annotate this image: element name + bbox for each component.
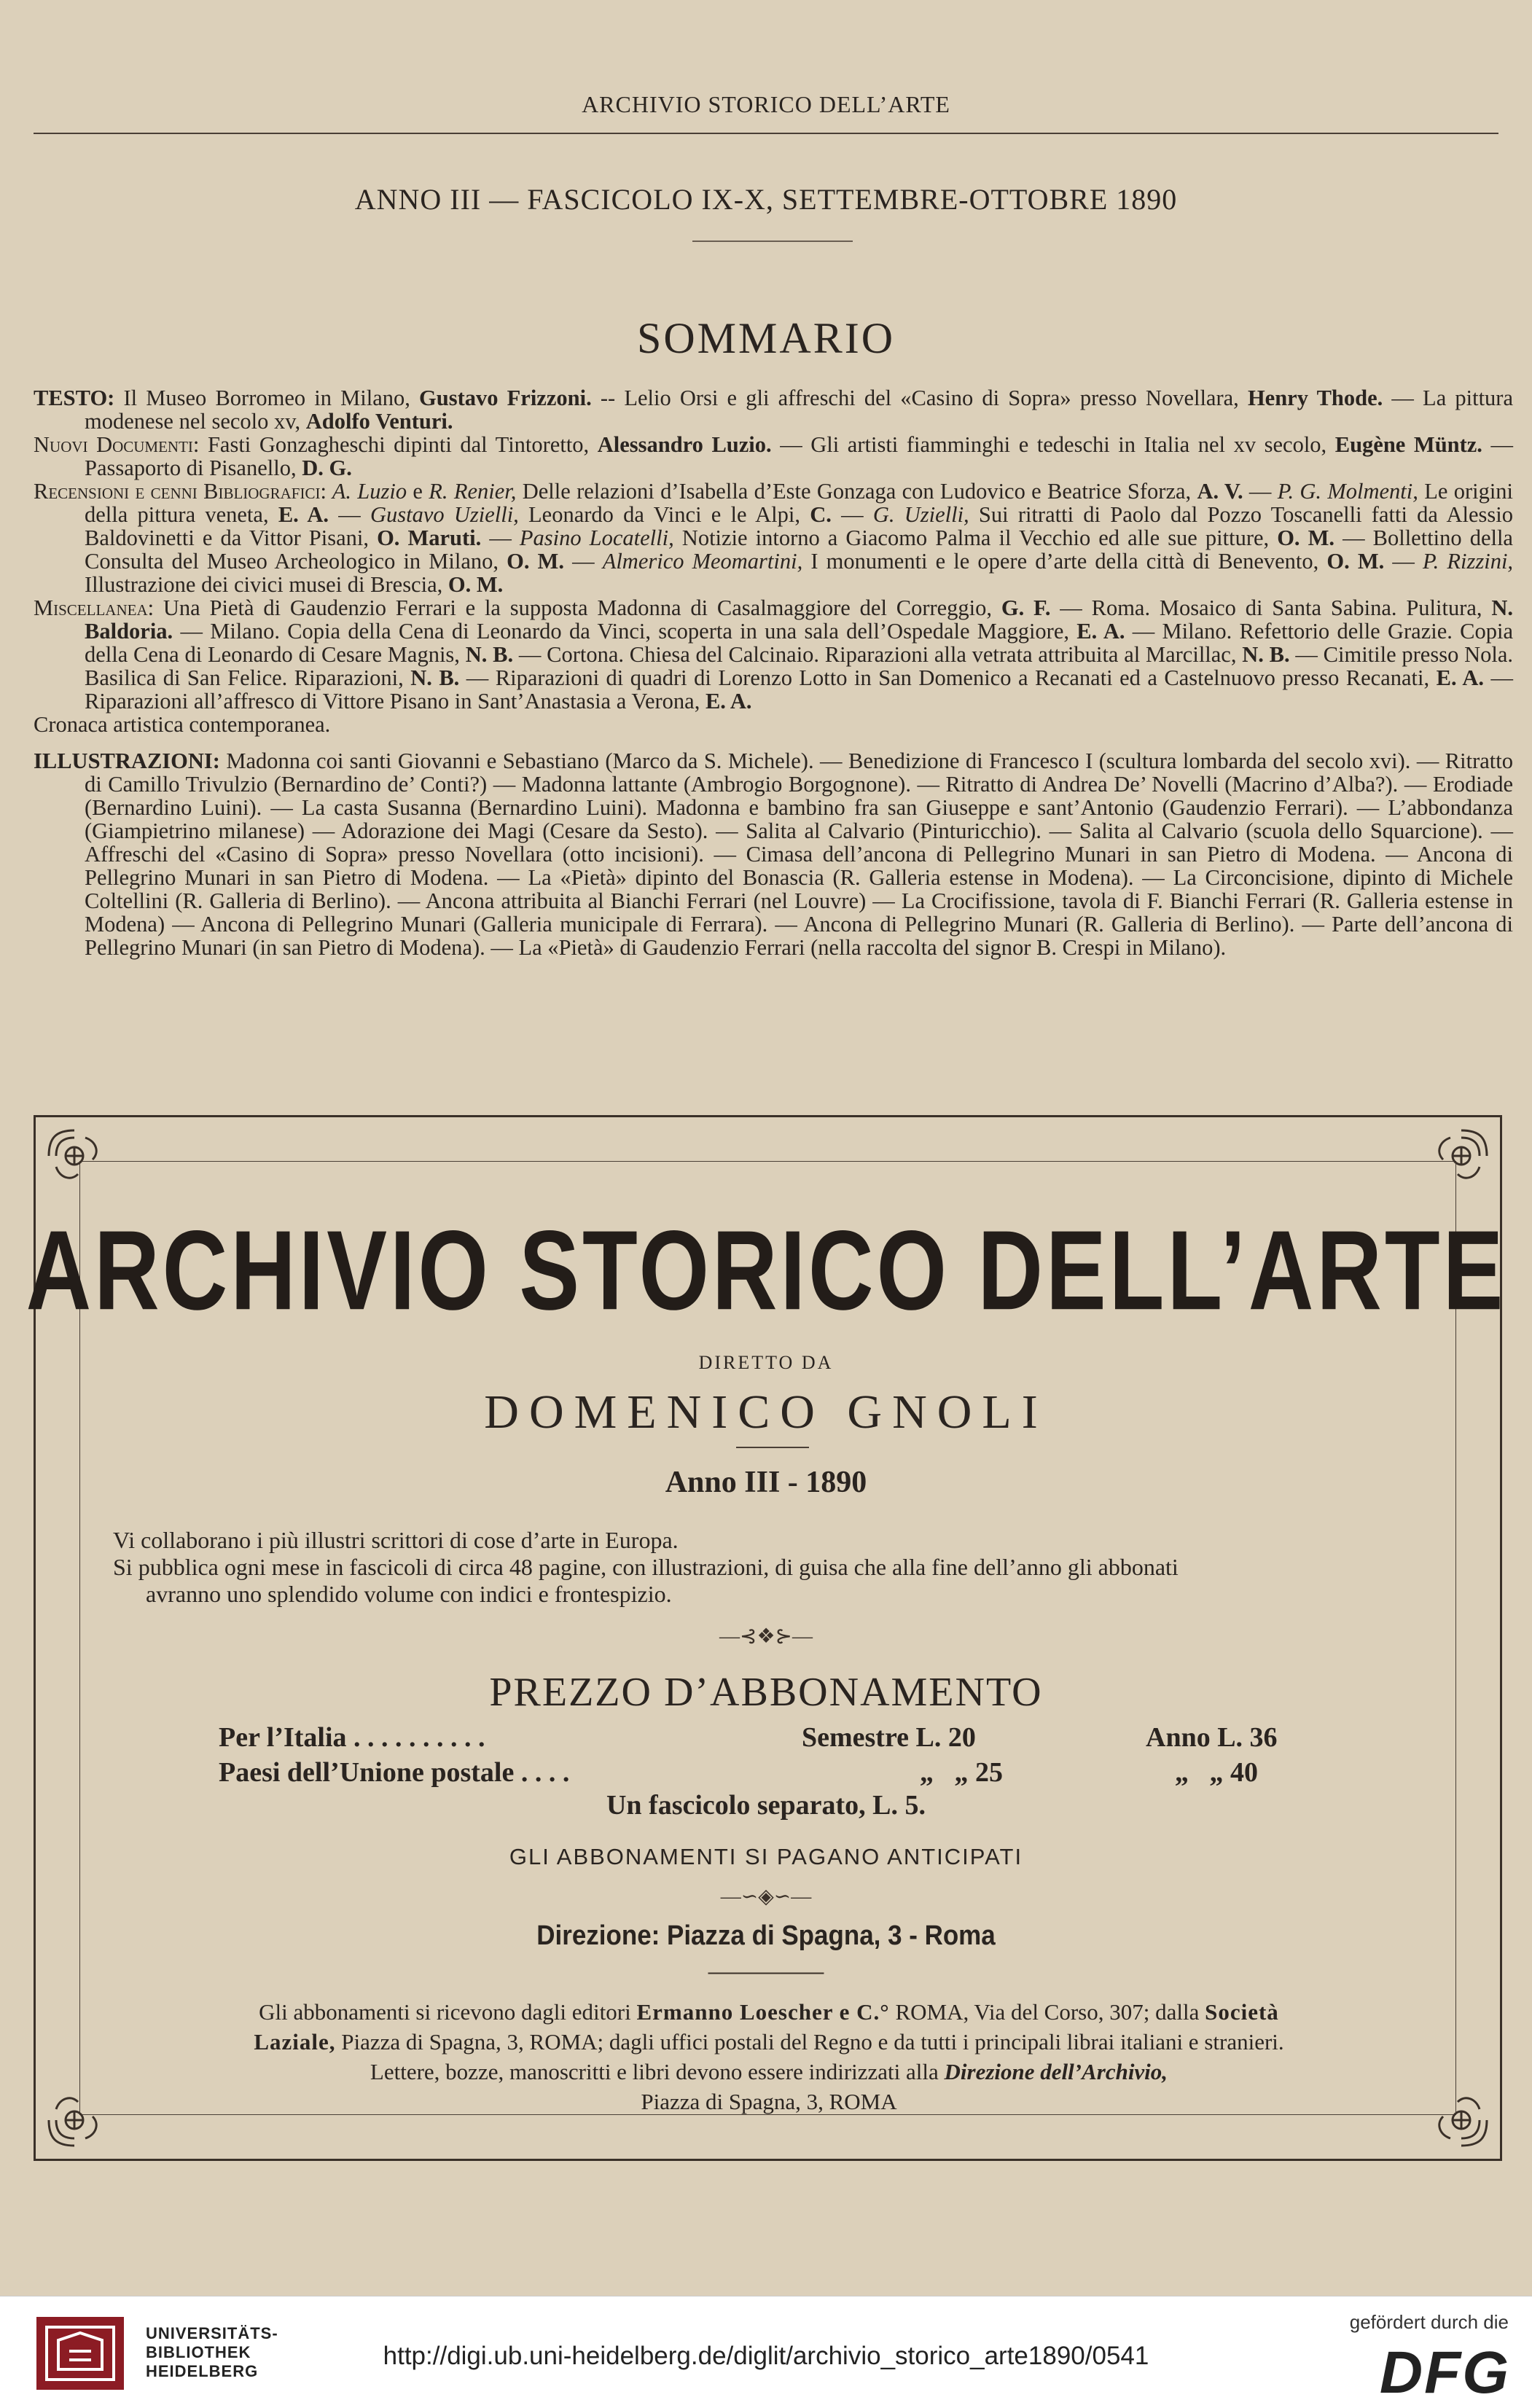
advance-payment-note: GLI ABBONAMENTI SI PAGANO ANTICIPATI [509, 1844, 1023, 1869]
collaborators-text: Vi collaborano i più illustri scrittori di cose d’arte in Europa. Si pubblica ogni mese in fascicoli di circa 48 pagine, con illustrazioni, di guisa che alla fine dell’anno gli abbonati avranno uno splendido volume con indici e frontespizio. [113, 1527, 1179, 1607]
editor-rule [736, 1447, 809, 1448]
page-url[interactable]: http://digi.ub.uni-heidelberg.de/diglit/archivio_storico_arte1890/0541 [383, 2342, 1149, 2370]
issue-rule [692, 241, 853, 242]
ornament-corner-icon [42, 2087, 107, 2153]
price-row-italy: Per l’Italia . . . . . . . . . . Semestre L. 20 Anno L. 36 [219, 1722, 1278, 1753]
toc-illustrazioni: ILLUSTRAZIONI: Madonna coi santi Giovanni e Sebastiano (Marco da S. Michele). — Benedizione di Francesco I (scultura lombarda del secolo xvi). — Ritratto di Camillo Trivulzio (Bernardino de’ Conti?) — Madonna lattante (Ambrogio Borgognone). — Ritratto di Andrea De’ Novelli (Macrino d’Alba?). — Erodiade (Bernardino Luini). — La casta Susanna (Bernardino Luini). Madonna e bambino fra san Giuseppe e sant’Antonio (Gaudenzio Ferrari). — L’abbondanza (Giampietrino milanese) — Adorazione dei Magi (Cesare da Sesto). — Salita al Calvario (Pinturicchio). — Salita al Calvario (scuola dello Squarcione). — Affreschi del «Casino di Sopra» presso Novellara (otto incisioni). — Cimasa dell’ancona di Pellegrino Munari in san Pietro di Modena. — Ancona di Pellegrino Munari in san Pietro di Modena. — La «Pietà» dipinto del Bonascia (R. Galleria estense in Modena). — La Circoncisione, dipinto di Michele Coltellini (R. Galleria di Berlino). — Ancona attribuita al Bianchi Ferrari (nel Louvre) — La Crocifissione, tavola di F. Bianchi Ferrari (R. Galleria estense in Modena) — Ancona di Pellegrino Munari (Galleria municipale di Ferrara). — Ancona di Pellegrino Munari (R. Galleria di Berlino). — Parte dell’ancona di Pellegrino Munari (in san Pietro di Modena). — La «Pietà» di Gaudenzio Ferrari (nella raccolta del signor B. Crespi in Milano). [34, 748, 1513, 960]
editor-name: DOMENICO GNOLI [484, 1385, 1048, 1439]
sommario-title: SOMMARIO [636, 314, 896, 362]
subscription-price-title: PREZZO D’ABBONAMENTO [489, 1670, 1043, 1715]
single-issue-price: Un fascicolo separato, L. 5. [606, 1790, 926, 1821]
year-line: Anno III - 1890 [665, 1466, 867, 1499]
toc-miscellanea: Miscellanea: Una Pietà di Gaudenzio Ferrari e la supposta Madonna di Casalmaggiore del Correggio, G. F. — Roma. Mosaico di Santa Sabina. Pulitura, N. Baldoria. — Milano. Copia della Cena di Leonardo da Vinci, scoperta in una sala dell’Ospedale Maggiore, E. A. — Milano. Refettorio delle Grazie. Copia della Cena di Leonardo di Cesare Magnis, N. B. — Cortona. Chiesa del Calcinaio. Riparazioni alla vetrata attribuita al Marcillac, N. B. — Cimitile presso Nola. Basilica di San Felice. Riparazioni, N. B. — Riparazioni di quadri di Lorenzo Lotto in San Domenico a Recanati ed a Castelnuovo presso Recanati, E. A. — Riparazioni all’affresco di Vittore Pisano in Sant’Anastasia a Verona, E. A. [34, 595, 1514, 714]
toc-testo: TESTO: Il Museo Borromeo in Milano, Gustavo Frizzoni. -- Lelio Orsi e gli affreschi del «Casino di Sopra» presso Novellara, Henry Thode. — La pittura modenese nel secolo xv, Adolfo Venturi. [34, 386, 1513, 434]
ornament-divider-icon: —∽◈∽— [720, 1885, 812, 1908]
running-head: ARCHIVIO STORICO DELL’ARTE [582, 91, 950, 117]
library-name[interactable]: UNIVERSITÄTS- BIBLIOTHEK HEIDELBERG [146, 2324, 278, 2380]
toc-cronaca: Cronaca artistica contemporanea. [34, 712, 331, 737]
table-of-contents [34, 386, 1513, 959]
viewer-footer [0, 2296, 1532, 2408]
dfg-logo[interactable]: DFG [1379, 2339, 1510, 2406]
price-row-postal-union: Paesi dell’Unione postale . . . . „ „ 25 „ „ 40 [219, 1757, 1258, 1788]
toc-nuovi-documenti: Nuovi Documenti: Fasti Gonzagheschi dipinti dal Tintoretto, Alessandro Luzio. — Gli artisti fiamminghi e tedeschi in Italia nel xv secolo, Eugène Müntz. — Passaporto di Pisanello, D. G. [34, 432, 1513, 480]
ornament-corner-icon [1429, 1123, 1494, 1189]
divider-rule: ──────── [708, 1962, 824, 1985]
ornament-corner-icon [1429, 2087, 1494, 2153]
subscription-info: Gli abbonamenti si ricevono dagli editori Ermanno Loescher e C.° ROMA, Via del Corso, 307; dalla Società Laziale, Piazza di Spagna, 3, ROMA; dagli uffici postali del Regno e da tutti i principali librai italiani e stranieri. Lettere, bozze, manoscritti e libri devono essere indirizzati alla Direzione dell’Archivio, Piazza di Spagna, 3, ROMA [254, 1999, 1284, 2114]
directed-by: DIRETTO DA [698, 1352, 834, 1373]
ornament-divider-icon: —⊰❖⊱— [719, 1625, 813, 1648]
direction-address: Direzione: Piazza di Spagna, 3 - Roma [536, 1920, 996, 1951]
toc-recensioni: Recensioni e cenni Bibliografici: A. Luzio e R. Renier, Delle relazioni d’Isabella d’Este Gonzaga con Ludovico e Beatrice Sforza, A. V. — P. G. Molmenti, Le origini della pittura veneta, E. A. — Gustavo Uzielli, Leonardo da Vinci e le Alpi, C. — G. Uzielli, Sui ritratti di Paolo dal Pozzo Toscanelli fatti da Alessio Baldovinetti e da Vittor Pisani, O. Maruti. — Pasino Locatelli, Notizie intorno a Giacomo Palma il Vecchio ed alle sue pitture, O. M. — Bollettino della Consulta del Museo Archeologico in Milano, O. M. — Almerico Meomartini, I monumenti e le opere d’arte della città di Benevento, O. M. — P. Rizzini, Illustrazione dei civici musei di Brescia, O. M. [34, 479, 1514, 597]
header-rule [34, 133, 1498, 134]
issue-line: ANNO III — FASCICOLO IX-X, SETTEMBRE-OTTOBRE 1890 [354, 183, 1178, 216]
funded-by-label: gefördert durch die [1349, 2311, 1509, 2333]
ornament-corner-icon [42, 1123, 107, 1189]
masthead-title: ARCHIVIO STORICO DELL’ARTE [26, 1208, 1506, 1334]
